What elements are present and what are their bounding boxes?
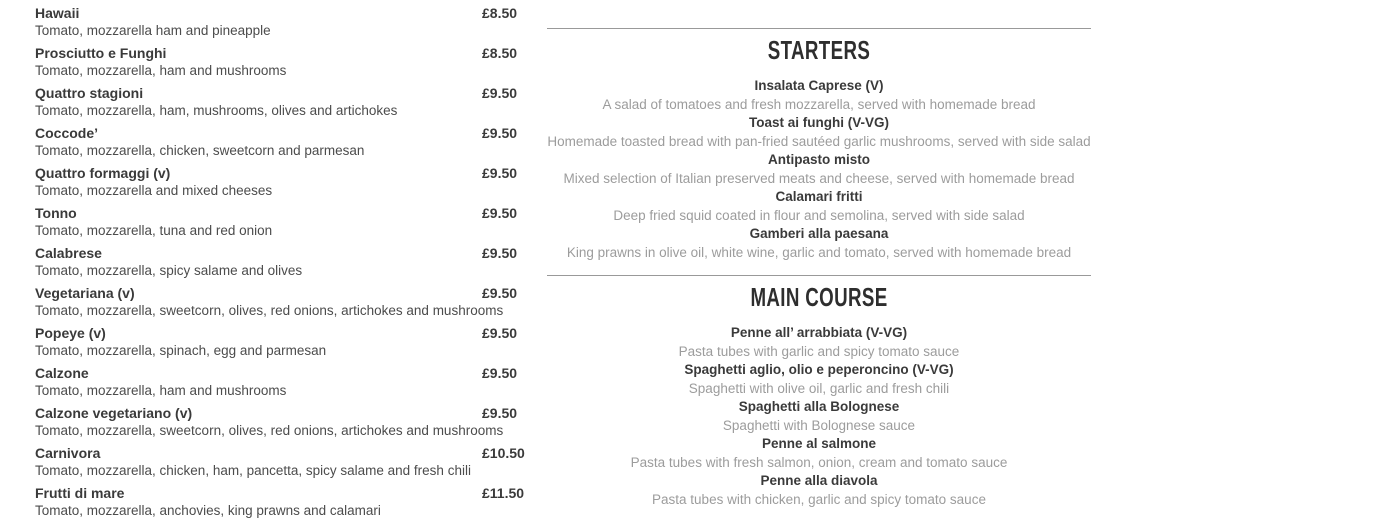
menu-item-description: Tomato, mozzarella, spicy salame and olives: [35, 263, 303, 278]
menu-item-row: [35, 84, 535, 124]
menu-item-row: [547, 435, 1091, 472]
menu-item-row: [35, 124, 535, 164]
menu-item-description: Tomato, mozzarella, anchovies, king prawns and calamari: [35, 503, 381, 518]
menu-item-name: Spaghetti alla Bolognese: [738, 399, 900, 414]
menu-item-description: Spaghetti with Bolognese sauce: [722, 418, 916, 433]
menu-item-name: Toast ai funghi (V-VG): [749, 115, 889, 130]
menu-item-price: £11.50: [482, 485, 525, 501]
menu-item-description: Tomato, mozzarella, spinach, egg and parmesan: [35, 343, 327, 358]
menu-item-description: Tomato, mozzarella, sweetcorn, olives, red onions, artichokes and mushrooms: [35, 423, 504, 438]
menu-item-description: Tomato, mozzarella, chicken, sweetcorn and parmesan: [35, 143, 365, 158]
menu-item-price: £9.50: [482, 245, 518, 261]
menu-item-name: Quattro formaggi (v): [35, 165, 171, 181]
menu-item-name: Popeye (v): [35, 325, 106, 341]
menu-item-name: Antipasto misto: [767, 152, 870, 167]
menu-item-row: [35, 404, 535, 444]
menu-item-row: [35, 364, 535, 404]
menu-item-row: [35, 4, 535, 44]
right-menu-column: [547, 0, 1091, 509]
menu-item-name: Quattro stagioni: [35, 85, 144, 101]
menu-item-price: £9.50: [482, 125, 518, 141]
menu-item-row: [547, 361, 1091, 398]
menu-item-row: [547, 114, 1091, 151]
menu-item-row: [35, 324, 535, 364]
starters-heading: STARTERS: [767, 35, 871, 65]
menu-item-description: Pasta tubes with garlic and spicy tomato sauce: [678, 344, 960, 359]
menu-item-row: [35, 164, 535, 204]
menu-item-name: Spaghetti aglio, olio e peperoncino (V-VG): [684, 362, 954, 377]
menu-item-price: £8.50: [482, 5, 518, 21]
menu-item-description: Pasta tubes with chicken, garlic and spicy tomato sauce: [652, 492, 986, 507]
menu-item-name: Prosciutto e Funghi: [35, 45, 167, 61]
menu-item-description: King prawns in olive oil, white wine, garlic and tomato, served with homemade bread: [566, 245, 1072, 260]
section-divider: [547, 28, 1091, 29]
menu-item-row: [547, 324, 1091, 361]
menu-item-description: Tomato, mozzarella, ham and mushrooms: [35, 383, 287, 398]
menu-item-price: £9.50: [482, 285, 518, 301]
menu-item-row: [35, 484, 535, 524]
menu-item-description: Tomato, mozzarella, sweetcorn, olives, red onions, artichokes and mushrooms: [35, 303, 504, 318]
menu-item-row: [35, 204, 535, 244]
menu-item-row: [547, 188, 1091, 225]
menu-item-name: Vegetariana (v): [35, 285, 135, 301]
menu-item-price: £9.50: [482, 85, 518, 101]
menu-item-name: Calamari fritti: [775, 189, 863, 204]
menu-item-description: A salad of tomatoes and fresh mozzarella, served with homemade bread: [602, 97, 1036, 112]
menu-item-description: Pasta tubes with fresh salmon, onion, cream and tomato sauce: [630, 455, 1008, 470]
menu-item-row: [547, 225, 1091, 262]
menu-item-name: Tonno: [35, 205, 77, 221]
menu-item-row: [35, 444, 535, 484]
starters-items: [547, 77, 1091, 262]
main-course-items: [547, 324, 1091, 509]
main-course-section: [547, 284, 1091, 509]
menu-item-description: Tomato, mozzarella, tuna and red onion: [35, 223, 273, 238]
menu-item-name: Carnivora: [35, 445, 101, 461]
menu-item-description: Tomato, mozzarella, chicken, ham, pancetta, spicy salame and fresh chili: [35, 463, 471, 478]
menu-item-description: Mixed selection of Italian preserved meats and cheese, served with homemade bread: [563, 171, 1075, 186]
main-course-heading: MAIN COURSE: [750, 282, 888, 312]
menu-item-name: Frutti di mare: [35, 485, 125, 501]
menu-item-price: £9.50: [482, 405, 518, 421]
pizza-menu-list: [35, 4, 535, 524]
menu-item-name: Penne alla diavola: [760, 473, 878, 488]
menu-item-name: Calzone: [35, 365, 89, 381]
menu-item-price: £8.50: [482, 45, 518, 61]
menu-item-description: Deep fried squid coated in flour and semolina, served with side salad: [613, 208, 1025, 223]
menu-item-row: [35, 284, 535, 324]
menu-item-name: Calabrese: [35, 245, 102, 261]
menu-item-row: [547, 472, 1091, 509]
menu-item-price: £9.50: [482, 165, 518, 181]
menu-item-price: £9.50: [482, 205, 518, 221]
menu-item-row: [547, 151, 1091, 188]
menu-item-name: Gamberi alla paesana: [749, 226, 889, 241]
menu-item-row: [35, 244, 535, 284]
menu-item-description: Tomato, mozzarella and mixed cheeses: [35, 183, 273, 198]
menu-item-row: [547, 77, 1091, 114]
menu-item-description: Homemade toasted bread with pan-fried sautéed garlic mushrooms, served with side salad: [547, 134, 1091, 149]
menu-item-description: Tomato, mozzarella, ham, mushrooms, olives and artichokes: [35, 103, 398, 118]
menu-item-name: Penne all’ arrabbiata (V-VG): [730, 325, 908, 340]
menu-item-name: Penne al salmone: [761, 436, 877, 451]
menu-item-name: Insalata Caprese (V): [754, 78, 884, 93]
menu-item-name: Coccode’: [35, 125, 99, 141]
menu-item-row: [35, 44, 535, 84]
menu-item-name: Hawaii: [35, 5, 80, 21]
section-divider: [547, 275, 1091, 276]
starters-section: [547, 37, 1091, 262]
menu-item-description: Spaghetti with olive oil, garlic and fresh chili: [688, 381, 950, 396]
menu-item-price: £9.50: [482, 365, 518, 381]
menu-item-price: £9.50: [482, 325, 518, 341]
menu-item-row: [547, 398, 1091, 435]
menu-item-description: Tomato, mozzarella, ham and mushrooms: [35, 63, 287, 78]
menu-item-price: £10.50: [482, 445, 525, 461]
menu-item-description: Tomato, mozzarella ham and pineapple: [35, 23, 271, 38]
menu-item-name: Calzone vegetariano (v): [35, 405, 193, 421]
